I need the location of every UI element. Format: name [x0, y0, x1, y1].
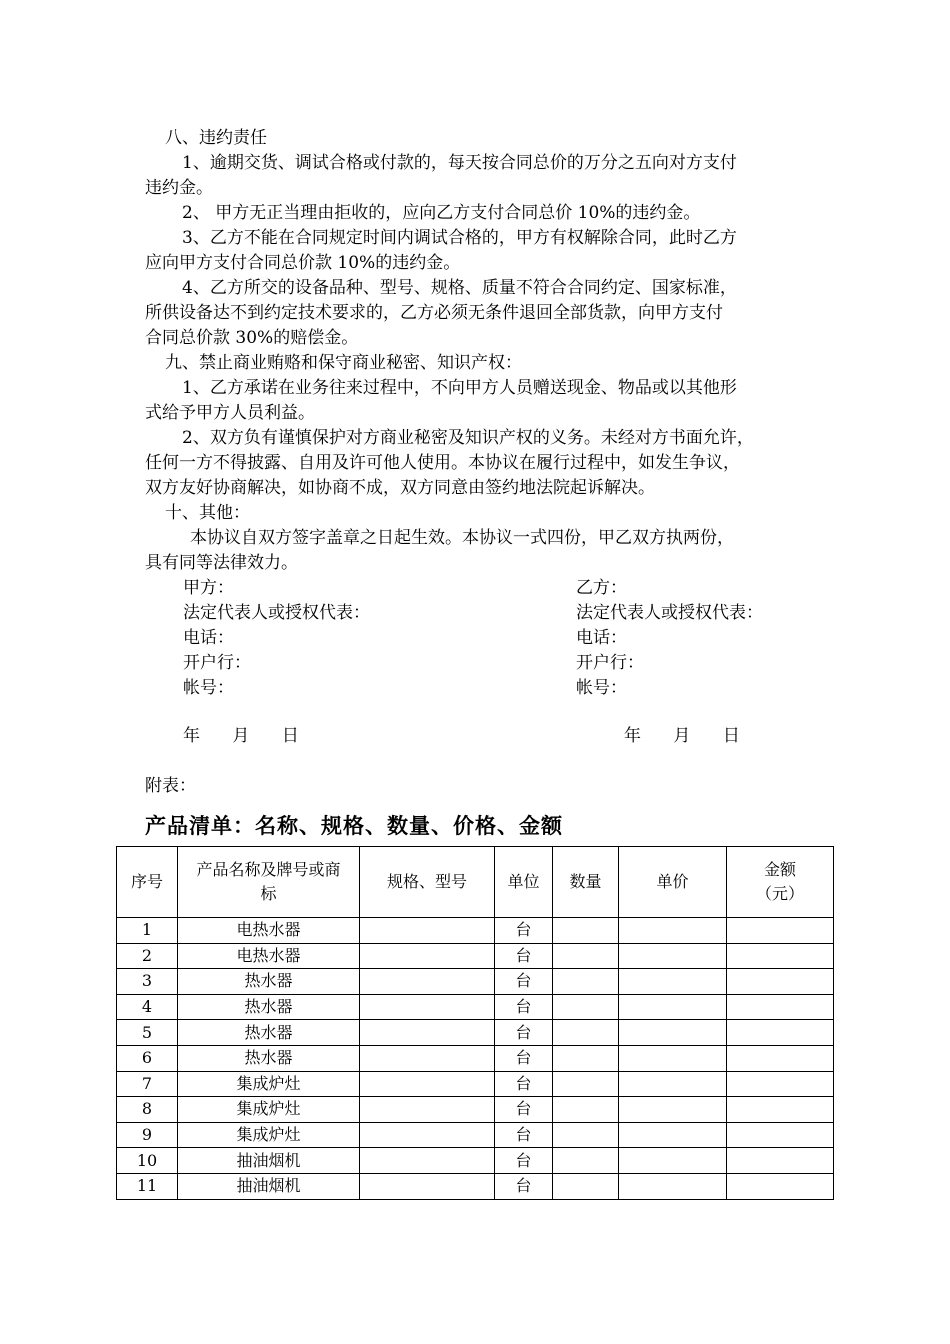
cell-spec-model: [360, 1148, 495, 1174]
cell-quantity: [553, 994, 619, 1020]
table-row: [117, 994, 834, 1020]
cell-unit: 台: [495, 1173, 553, 1199]
cell-amount: [727, 1173, 834, 1199]
cell-amount: [727, 1020, 834, 1046]
cell-quantity: [553, 1097, 619, 1123]
cell-index: 7: [117, 1071, 178, 1097]
clause-9-2-cont2: 双方友好协商解决，如协商不成，双方同意由签约地法院起诉解决。: [145, 478, 655, 498]
clause-8-4-cont1: 所供设备达不到约定技术要求的，乙方必须无条件退回全部货款，向甲方支付: [145, 303, 723, 323]
header-index: 序号: [117, 847, 178, 918]
cell-spec-model: [360, 969, 495, 995]
cell-quantity: [553, 943, 619, 969]
cell-spec-model: [360, 994, 495, 1020]
cell-amount: [727, 969, 834, 995]
cell-unit-price: [619, 1097, 727, 1123]
cell-unit: 台: [495, 918, 553, 944]
table-row: [117, 969, 834, 995]
cell-unit: 台: [495, 969, 553, 995]
cell-quantity: [553, 1045, 619, 1071]
cell-amount: [727, 918, 834, 944]
cell-spec-model: [360, 918, 495, 944]
table-row: [117, 1045, 834, 1071]
cell-index: 11: [117, 1173, 178, 1199]
party-b-date: 年 月 日: [624, 726, 740, 746]
party-a-representative: 法定代表人或授权代表：: [183, 603, 370, 623]
party-b-phone: 电话：: [576, 628, 627, 648]
cell-quantity: [553, 1020, 619, 1046]
clause-9-1: 1、乙方承诺在业务往来过程中，不向甲方人员赠送现金、物品或以其他形: [182, 378, 737, 398]
cell-unit: 台: [495, 994, 553, 1020]
clause-10-cont: 具有同等法律效力。: [145, 553, 298, 573]
cell-index: 3: [117, 969, 178, 995]
header-quantity: 数量: [553, 847, 619, 918]
table-row: [117, 918, 834, 944]
product-list-title: 产品清单：名称、规格、数量、价格、金额: [145, 814, 563, 838]
cell-spec-model: [360, 1045, 495, 1071]
cell-unit-price: [619, 994, 727, 1020]
table-row: [117, 1020, 834, 1046]
clause-9-2-cont1: 任何一方不得披露、自用及许可他人使用。本协议在履行过程中，如发生争议，: [145, 453, 740, 473]
clause-9-1-cont: 式给予甲方人员利益。: [145, 403, 315, 423]
table-row: [117, 1097, 834, 1123]
cell-spec-model: [360, 1071, 495, 1097]
party-a-phone: 电话：: [183, 628, 234, 648]
cell-amount: [727, 943, 834, 969]
clause-8-1-cont: 违约金。: [145, 178, 213, 198]
party-a-date: 年 月 日: [183, 726, 299, 746]
appendix-label: 附表：: [145, 776, 196, 796]
cell-unit-price: [619, 918, 727, 944]
cell-spec-model: [360, 1173, 495, 1199]
cell-product-name: 电热水器: [178, 943, 360, 969]
product-table-body: [117, 918, 834, 1200]
table-row: [117, 1071, 834, 1097]
header-unit-price: 单价: [619, 847, 727, 918]
clause-8-3-cont: 应向甲方支付合同总价款 10%的违约金。: [145, 253, 461, 273]
cell-index: 6: [117, 1045, 178, 1071]
cell-index: 8: [117, 1097, 178, 1123]
party-b-label: 乙方：: [576, 578, 627, 598]
cell-unit-price: [619, 1173, 727, 1199]
table-row: [117, 1122, 834, 1148]
cell-quantity: [553, 1148, 619, 1174]
clause-9-2: 2、双方负有谨慎保护对方商业秘密及知识产权的义务。未经对方书面允许，: [182, 428, 754, 448]
cell-unit-price: [619, 1045, 727, 1071]
cell-quantity: [553, 1071, 619, 1097]
cell-unit-price: [619, 1071, 727, 1097]
cell-unit-price: [619, 969, 727, 995]
cell-index: 10: [117, 1148, 178, 1174]
cell-unit: 台: [495, 1045, 553, 1071]
clause-8-1: 1、逾期交货、调试合格或付款的，每天按合同总价的万分之五向对方支付: [182, 153, 737, 173]
cell-unit: 台: [495, 1097, 553, 1123]
cell-amount: [727, 994, 834, 1020]
cell-unit-price: [619, 1122, 727, 1148]
cell-unit: 台: [495, 1020, 553, 1046]
header-spec-model: 规格、型号: [360, 847, 495, 918]
cell-spec-model: [360, 1097, 495, 1123]
table-row: [117, 1148, 834, 1174]
cell-unit: 台: [495, 1148, 553, 1174]
cell-spec-model: [360, 1122, 495, 1148]
cell-index: 1: [117, 918, 178, 944]
cell-index: 4: [117, 994, 178, 1020]
product-table: [116, 846, 834, 1200]
table-row: [117, 1173, 834, 1199]
cell-amount: [727, 1148, 834, 1174]
cell-quantity: [553, 969, 619, 995]
cell-product-name: 热水器: [178, 994, 360, 1020]
cell-product-name: 热水器: [178, 1045, 360, 1071]
clause-8-4: 4、乙方所交的设备品种、型号、规格、质量不符合合同约定、国家标准，: [182, 278, 737, 298]
clause-8-2: 2、 甲方无正当理由拒收的，应向乙方支付合同总价 10%的违约金。: [182, 203, 701, 223]
cell-index: 2: [117, 943, 178, 969]
clause-10: 本协议自双方签字盖章之日起生效。本协议一式四份，甲乙双方执两份，: [190, 528, 734, 548]
cell-unit-price: [619, 1148, 727, 1174]
cell-spec-model: [360, 1020, 495, 1046]
cell-unit: 台: [495, 1122, 553, 1148]
cell-amount: [727, 1097, 834, 1123]
clause-8-4-cont2: 合同总价款 30%的赔偿金。: [145, 328, 359, 348]
table-row: [117, 943, 834, 969]
cell-index: 5: [117, 1020, 178, 1046]
party-a-bank: 开户行：: [183, 653, 251, 673]
section-8-heading: 八、违约责任: [165, 128, 267, 148]
cell-product-name: 集成炉灶: [178, 1122, 360, 1148]
party-b-representative: 法定代表人或授权代表：: [576, 603, 763, 623]
cell-product-name: 集成炉灶: [178, 1097, 360, 1123]
cell-quantity: [553, 1173, 619, 1199]
cell-unit: 台: [495, 943, 553, 969]
header-unit: 单位: [495, 847, 553, 918]
cell-amount: [727, 1071, 834, 1097]
header-product-name: 产品名称及牌号或商标: [178, 847, 360, 918]
cell-product-name: 电热水器: [178, 918, 360, 944]
party-a-label: 甲方：: [183, 578, 234, 598]
party-a-account: 帐号：: [183, 678, 234, 698]
cell-unit-price: [619, 943, 727, 969]
cell-quantity: [553, 1122, 619, 1148]
cell-product-name: 热水器: [178, 969, 360, 995]
cell-product-name: 集成炉灶: [178, 1071, 360, 1097]
cell-spec-model: [360, 943, 495, 969]
party-b-bank: 开户行：: [576, 653, 644, 673]
table-header-row: [117, 847, 834, 918]
section-10-heading: 十、其他：: [165, 503, 250, 523]
cell-unit-price: [619, 1020, 727, 1046]
cell-product-name: 抽油烟机: [178, 1173, 360, 1199]
cell-product-name: 抽油烟机: [178, 1148, 360, 1174]
cell-amount: [727, 1122, 834, 1148]
cell-quantity: [553, 918, 619, 944]
cell-unit: 台: [495, 1071, 553, 1097]
cell-amount: [727, 1045, 834, 1071]
header-amount: 金额（元）: [727, 847, 834, 918]
cell-product-name: 热水器: [178, 1020, 360, 1046]
party-b-account: 帐号：: [576, 678, 627, 698]
section-9-heading: 九、禁止商业贿赂和保守商业秘密、知识产权：: [165, 353, 522, 373]
clause-8-3: 3、乙方不能在合同规定时间内调试合格的，甲方有权解除合同，此时乙方: [182, 228, 737, 248]
cell-index: 9: [117, 1122, 178, 1148]
